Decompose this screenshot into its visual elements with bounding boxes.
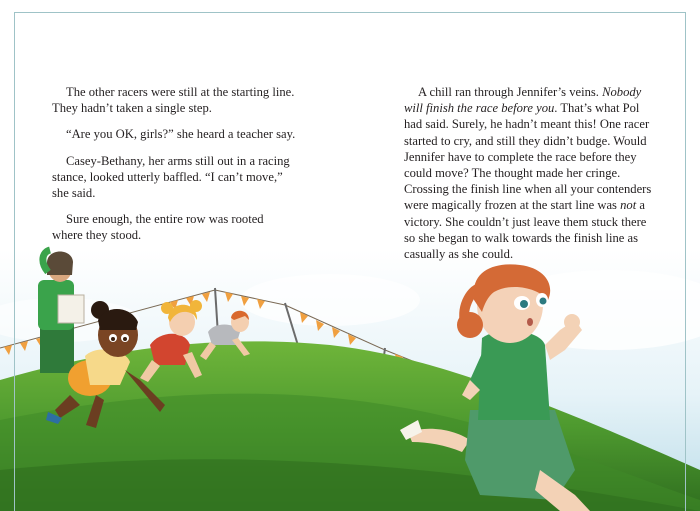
right-page-text	[404, 84, 658, 262]
text-run: A chill ran through Jennifer’s veins.	[418, 85, 603, 99]
paragraph	[404, 84, 658, 262]
paragraph: The other racers were still at the starting line. They hadn’t taken a single step.	[52, 85, 295, 116]
paragraph: “Are you OK, girls?” she heard a teacher say.	[66, 127, 296, 142]
cloud	[240, 274, 420, 326]
frame-border-left	[14, 12, 15, 511]
left-page-text	[52, 84, 297, 254]
frame-border-top	[14, 12, 686, 13]
frame-border-right	[685, 12, 686, 511]
paragraph: Casey-Bethany, her arms still out in a racing stance, looked utterly baffled. “I can’t move,” she said.	[52, 153, 290, 201]
italic-phrase: Nobody will finish the race before you	[404, 85, 642, 116]
text-run: a victory. She couldn’t just leave them stuck there so she began to walk towards the finish line as casually as she could.	[404, 198, 647, 262]
paragraph: Sure enough, the entire row was rooted where they stood.	[52, 212, 264, 243]
text-run: . That’s what Pol had said. Surely, he hadn’t meant this! One racer started to cry, and still they didn’t budge. Would Jennifer have to complete the race before they could move? The thought made her cringe. Crossing the finish line when all your contenders were magically frozen at the start line was	[404, 101, 652, 213]
italic-word: not	[620, 198, 637, 213]
